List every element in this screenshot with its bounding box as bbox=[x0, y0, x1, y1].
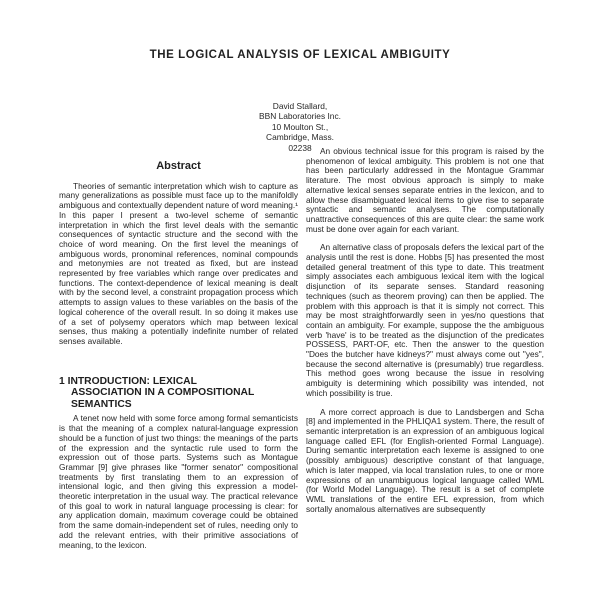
section1-heading-line1: 1 INTRODUCTION: LEXICAL bbox=[59, 375, 197, 387]
paper-title: THE LOGICAL ANALYSIS OF LEXICAL AMBIGUITY bbox=[149, 49, 451, 61]
right-paragraph-3: A more correct approach is due to Landsbergen and Scha [8] and implemented in the PHLIQA1 system. There, the result of semantic interpretation is an expression of an ambiguous logical language called EFL (for English-oriented Formal Language). During semantic interpretation each lexeme is assigned to one (possibly ambiguous) descriptive constant of that language, which is later mapped, via local translation rules, to one or more expressions of an unambiguous logical language called WML (for World Model Language). The result is a set of complete WML translations of the entire EFL expression, from which sortally anomalous alternatives are subsequently bbox=[306, 406, 544, 514]
author-street: 10 Moulton St., bbox=[271, 121, 329, 132]
right-paragraph-1: An obvious technical issue for this program is raised by the phenomenon of lexical ambiguity. This problem is not one that has been particularly addressed in the Montague Grammar literature. The most obvious approach is simply to make alternative lexical senses separate entries in the lexicon, and to allow these disambiguated lexical items to give rise to separate syntactic and semantic analyses. The computationally unattractive consequences of this are quite clear: the same work must be done over again for each variant. bbox=[306, 146, 544, 234]
left-column bbox=[59, 162, 298, 550]
section1-text: A tenet now held with some force among formal semanticists is that the meaning of a complex natural-language expression should be a function of just two things: the meanings of the parts of the expression and the syntactic rule used to form the expression out of those parts. Systems such as Montague Grammar [9] give phrases like "former senator" compositional treatments by first translating them to an expression of intensional logic, and then giving this expression a model-theoretic interpretation in the usual way. The practical relevance of this goal to work in natural language processing is clear: for any application domain, maximum coverage could be obtained from the same domain-independent set of rules, needing only to add the relevant entries, with their primitive associations of meaning, to the lexicon. bbox=[59, 413, 298, 550]
right-column bbox=[306, 147, 544, 514]
author-zip: 02238 bbox=[288, 142, 312, 153]
abstract-heading: Abstract bbox=[156, 160, 201, 172]
section1-heading-line3: SEMANTICS bbox=[71, 398, 132, 410]
abstract-text: Theories of semantic interpretation which wish to capture as many generalizations as possible must face up to the manifoldly ambiguous and contextually dependent nature of word meaning.¹ In this paper I present a two-level scheme of semantic interpretation in which the first level deals with the semantic consequences of syntactic structure and the second with the choice of word meaning. On the first level the meanings of ambiguous words, pronominal references, nominal compounds and metonymies are not treated as fixed, but are instead represented by free variables which range over predicates and functions. The context-dependence of lexical meaning is dealt with by the second level, a constraint propagation process which attempts to assign values to these variables on the basis of the logical coherence of the overall result. In so doing it makes use of a set of polysemy operators which map between lexical senses, thus making a potentially indefinite number of related senses available. bbox=[59, 180, 298, 346]
author-name: David Stallard, bbox=[272, 101, 328, 111]
right-paragraph-2: An alternative class of proposals defers the lexical part of the analysis until the rest is done. Hobbs [5] has presented the most detailed general treatment of this type to date. This treatment simply associates each ambiguous lexical item with the logical disjunction of its separate senses. Standard reasoning techniques (such as theorem proving) can then be applied. The problem with this approach is that it is simply not correct. This may be most straightforwardly seen in yes/no questions that contain an ambiguity. For example, suppose the the ambiguous verb 'have' is to be treated as the disjunction of the predicates POSSESS, PART-OF, etc. Then the answer to the question "Does the butcher have kidneys?" must always come out "yes", because the second alternative is (presumably) true regardless. This method goes wrong because the issue in resolving ambiguity is determining which possibility was intended, not which possibility is true. bbox=[306, 242, 544, 398]
author-affiliation: BBN Laboratories Inc. bbox=[259, 111, 341, 122]
section1-heading bbox=[59, 376, 298, 411]
author-city: Cambridge, Mass. bbox=[266, 132, 334, 143]
section1-heading-line2: ASSOCIATION IN A COMPOSITIONAL bbox=[71, 387, 255, 399]
